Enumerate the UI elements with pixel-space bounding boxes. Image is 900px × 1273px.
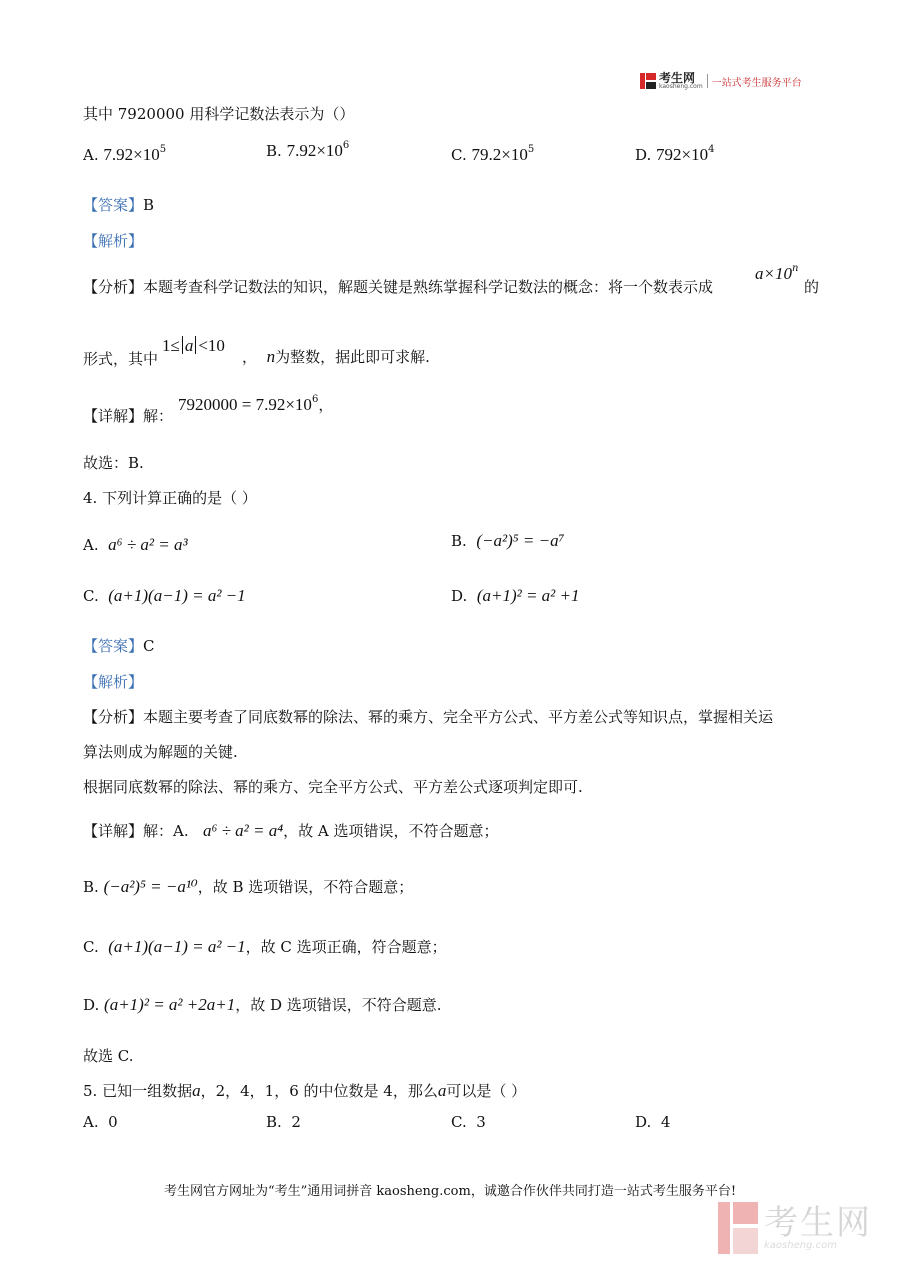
watermark-logo-icon (718, 1202, 758, 1254)
q3-fenxi: 【分析】本题考查科学记数法的知识，解题关键是熟练掌握科学记数法的概念：将一个数表示成 (83, 278, 714, 296)
q4-fenxi-line3: 根据同底数幂的除法、幂的乘方、完全平方公式、平方差公式逐项判定即可. (83, 778, 583, 796)
q3-option-c: C. $79.2\times 10^5$ (451, 144, 535, 164)
q3-option-b: B. $7.92\times 10^6$ (266, 140, 350, 160)
q3-option-a: A. $7.92\times 10^5$ (83, 144, 167, 164)
header-logo (640, 72, 802, 90)
q4-fenxi-line2: 算法则成为解题的关键. (83, 743, 238, 761)
logo-domain: kaosheng.com (659, 83, 703, 90)
q5-option-a: A. 0 (83, 1113, 118, 1131)
q3-fenxi-end: 的 (804, 278, 820, 296)
q4-jiexi-tag: 【解析】 (83, 673, 144, 691)
q3-line2-formula: 1≤ a <10 (162, 336, 225, 355)
q3-line2-rest: ， n为整数，据此即可求解. (242, 347, 430, 366)
q3-guxuan: 故选：B. (83, 454, 144, 472)
q4-detail-b: B. (−a²)⁵ = −a¹⁰，故 B 选项错误，不符合题意； (83, 877, 414, 896)
q4-stem: 4. 下列计算正确的是（ ） (83, 489, 257, 507)
q4-detail-a: 【详解】解：A. a⁶ ÷ a² = a⁴，故 A 选项错误，不符合题意； (83, 821, 499, 840)
q4-option-c: C. (a+1)(a−1) = a² −1 (83, 586, 246, 605)
q5-stem: 5. 已知一组数据a，2，4，1，6 的中位数是 4，那么a可以是（ ） (83, 1081, 527, 1100)
q3-stem: 其中 7920000 用科学记数法表示为（） (83, 105, 355, 123)
watermark-cn: 考生网 (764, 1202, 872, 1243)
watermark-en: kaosheng.com (764, 1239, 837, 1251)
q4-option-d: D. (a+1)² = a² +1 (451, 586, 580, 605)
q3-xiangjie-formula: $7920000 = 7.92\times 10^6$， (178, 394, 334, 414)
q4-answer: 【答案】C (83, 637, 155, 655)
q4-option-b: B. (−a²)⁵ = −a⁷ (451, 531, 565, 550)
footer-text: 考生网官方网址为“考生”通用词拼音 kaosheng.com，诚邀合作伙伴共同打造一站式考生服务平台! (163, 1184, 737, 1199)
q3-line2-text: 形式，其中 (83, 350, 159, 368)
q4-option-a: A. a⁶ ÷ a² = a³ (83, 535, 188, 554)
q3-answer: 【答案】B (83, 196, 155, 214)
footer-watermark (718, 1202, 872, 1254)
q5-option-c: C. 3 (451, 1113, 486, 1131)
q3-fenxi-formula: $a\times 10^n$ (755, 263, 799, 283)
q3-xiangjie: 【详解】解： (83, 407, 174, 425)
q3-option-d: D. $792\times 10^4$ (635, 144, 715, 164)
logo-name: 考生网 (659, 71, 696, 85)
logo-icon (640, 73, 656, 89)
q4-guxuan: 故选 C. (83, 1047, 134, 1065)
q3-jiexi-tag: 【解析】 (83, 232, 144, 250)
q5-option-b: B. 2 (266, 1113, 301, 1131)
q4-detail-d: D. (a+1)² = a² +2a+1，故 D 选项错误，不符合题意. (83, 995, 442, 1014)
q4-fenxi-line1: 【分析】本题主要考查了同底数幂的除法、幂的乘方、完全平方公式、平方差公式等知识点，掌握相关运 (83, 708, 774, 726)
q4-detail-c: C. (a+1)(a−1) = a² −1，故 C 选项正确，符合题意； (83, 937, 447, 956)
header-slogan: 一站式考生服务平台 (711, 77, 802, 89)
q5-option-d: D. 4 (635, 1113, 671, 1131)
